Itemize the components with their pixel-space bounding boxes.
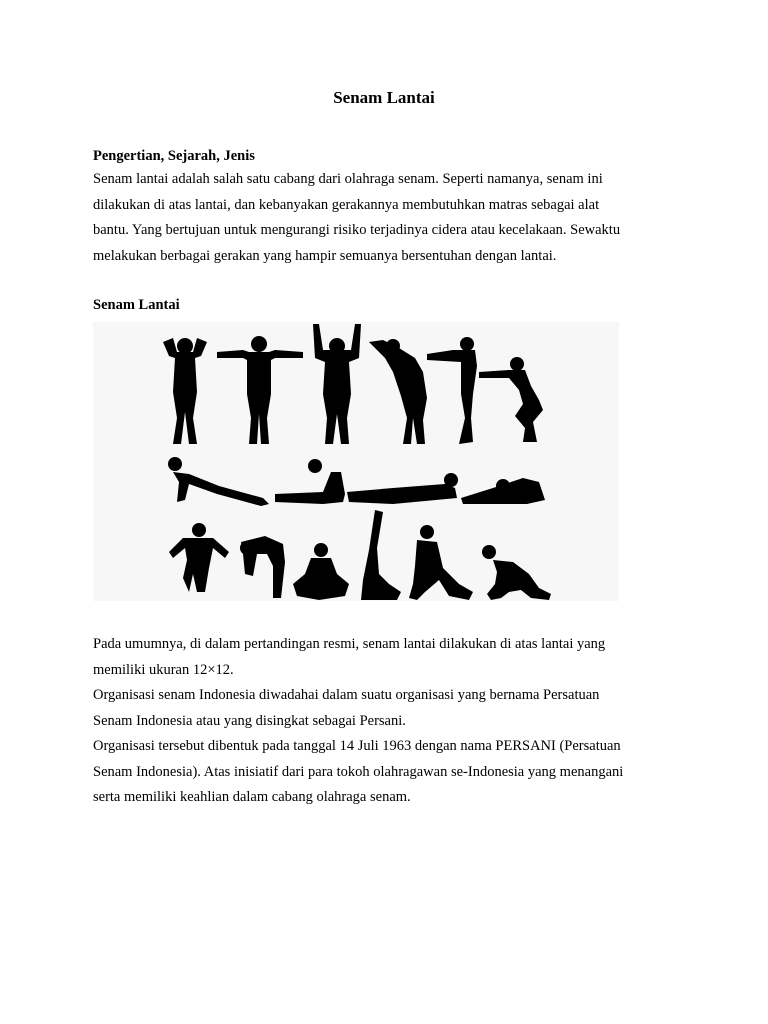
pose-crouch-start: [482, 545, 551, 600]
paragraph-line: Senam lantai adalah salah satu cabang dari olahraga senam. Seperti namanya, senam ini: [93, 171, 603, 187]
paragraph-line: Pada umumnya, di dalam pertandingan resmi, senam lantai dilakukan di atas lantai yang: [93, 636, 606, 652]
silhouettes-illustration: [93, 322, 619, 601]
pose-plank: [168, 457, 269, 506]
paragraph-line: Organisasi senam Indonesia diwadahai dalam suatu organisasi yang bernama Persatuan: [93, 687, 600, 703]
pose-shoulder-stand: [361, 510, 401, 600]
paragraph-line: bantu. Yang bertujuan untuk mengurangi risiko terjadinya cidera atau kecelakaan. Sewaktu: [93, 222, 621, 238]
pose-leg-kick: [169, 523, 229, 592]
pose-arms-raised: [313, 324, 361, 444]
paragraph-definition: [93, 167, 693, 269]
gymnastics-silhouettes-image: [93, 322, 619, 601]
pose-lying: [347, 473, 458, 504]
section-heading-definition: Pengertian, Sejarah, Jenis: [93, 148, 255, 164]
paragraph-line: melakukan berbagai gerakan yang hampir semuanya bersentuhan dengan lantai.: [93, 247, 557, 264]
pose-meditation: [293, 543, 349, 600]
pose-arms-extended: [217, 336, 303, 444]
paragraph-line: Organisasi tersebut dibentuk pada tanggal 14 Juli 1963 dengan nama PERSANI (Persatuan: [93, 738, 621, 754]
pose-arm-forward: [427, 337, 477, 444]
pose-hands-behind-head: [163, 338, 207, 444]
document-title: Senam Lantai: [333, 88, 435, 107]
paragraph-persani: [93, 632, 693, 811]
paragraph-line: memiliki ukuran 12×12.: [93, 661, 234, 678]
pose-squat: [479, 357, 543, 442]
pose-kneeling-bend: [461, 478, 545, 504]
pose-side-bend: [369, 339, 427, 444]
paragraph-line: dilakukan di atas lantai, dan kebanyakan gerakannya membutuhkan matras sebagai alat: [93, 196, 600, 213]
paragraph-line: Senam Indonesia). Atas inisiatif dari para tokoh olahragawan se-Indonesia yang menangani: [93, 763, 624, 780]
pose-forward-fold: [240, 536, 285, 598]
paragraph-line: serta memiliki keahlian dalam cabang olahraga senam.: [93, 789, 411, 805]
paragraph-line: Senam Indonesia atau yang disingkat sebagai Persani.: [93, 712, 406, 729]
pose-lunge: [409, 525, 473, 600]
section-heading-senam-lantai: Senam Lantai: [93, 297, 180, 313]
pose-seated-forward-bend: [275, 459, 345, 504]
